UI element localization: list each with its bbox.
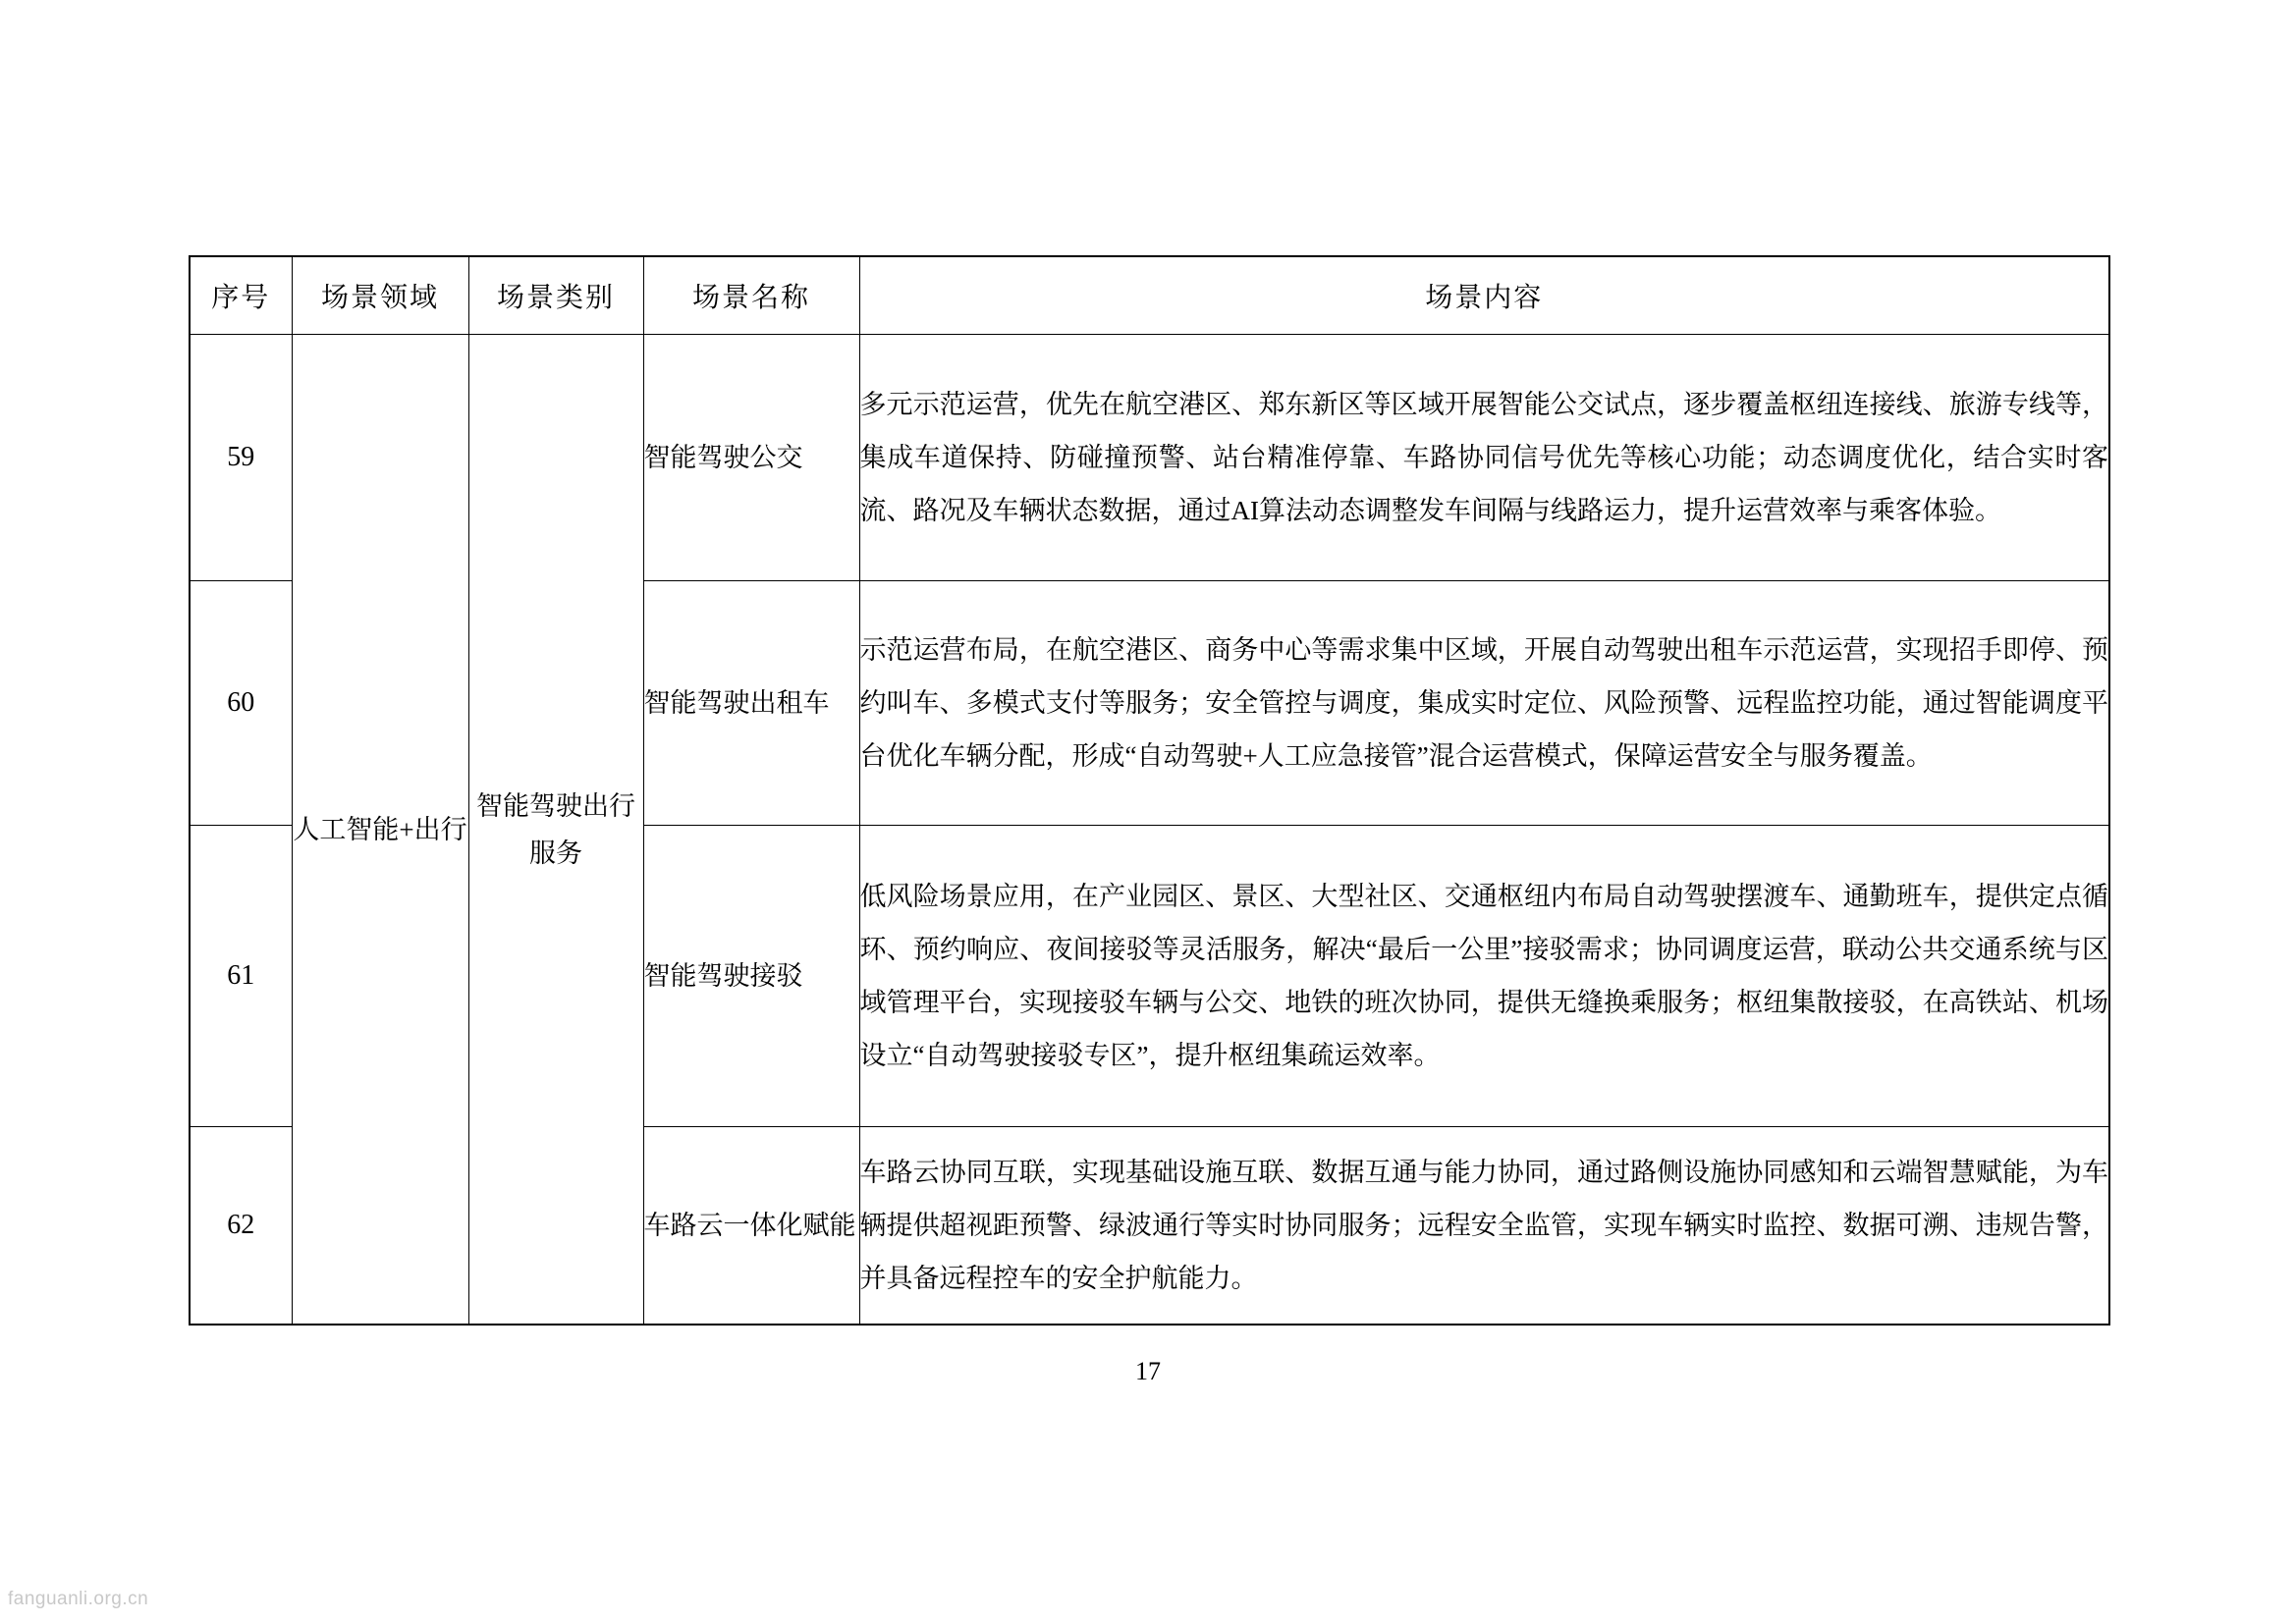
column-header-category: 场景类别 — [468, 256, 643, 335]
scene-name: 智能驾驶接驳 — [643, 826, 859, 1127]
scene-name: 智能驾驶公交 — [643, 335, 859, 581]
table-body — [190, 335, 2109, 1325]
scene-category-cell: 智能驾驶出行服务 — [468, 335, 643, 1325]
column-header-no: 序号 — [190, 256, 292, 335]
column-header-field: 场景领域 — [292, 256, 468, 335]
scene-name: 智能驾驶出租车 — [643, 581, 859, 826]
scene-table — [189, 255, 2110, 1325]
column-header-name: 场景名称 — [643, 256, 859, 335]
row-number: 59 — [190, 335, 292, 581]
row-number: 60 — [190, 581, 292, 826]
row-number: 61 — [190, 826, 292, 1127]
scene-table-container — [189, 255, 2108, 1325]
row-number: 62 — [190, 1127, 292, 1325]
scene-name: 车路云一体化赋能 — [643, 1127, 859, 1325]
watermark: fanguanli.org.cn — [8, 1589, 149, 1609]
scene-content: 低风险场景应用，在产业园区、景区、大型社区、交通枢纽内布局自动驾驶摆渡车、通勤班车，提供定点循环、预约响应、夜间接驳等灵活服务，解决“最后一公里”接驳需求；协同调度运营，联动公共交通系统与区域管理平台，实现接驳车辆与公交、地铁的班次协同，提供无缝换乘服务；枢纽集散接驳，在高铁站、机场设立“自动驾驶接驳专区”，提升枢纽集疏运效率。 — [859, 826, 2109, 1127]
table-header — [190, 256, 2109, 335]
scene-field-cell: 人工智能+出行 — [292, 335, 468, 1325]
table-row — [190, 335, 2109, 581]
scene-content: 示范运营布局，在航空港区、商务中心等需求集中区域，开展自动驾驶出租车示范运营，实现招手即停、预约叫车、多模式支付等服务；安全管控与调度，集成实时定位、风险预警、远程监控功能，通过智能调度平台优化车辆分配，形成“自动驾驶+人工应急接管”混合运营模式，保障运营安全与服务覆盖。 — [859, 581, 2109, 826]
page-number: 17 — [1135, 1357, 1161, 1385]
table-header-row — [190, 256, 2109, 335]
scene-content: 多元示范运营，优先在航空港区、郑东新区等区域开展智能公交试点，逐步覆盖枢纽连接线、旅游专线等，集成车道保持、防碰撞预警、站台精准停靠、车路协同信号优先等核心功能；动态调度优化，结合实时客流、路况及车辆状态数据，通过AI算法动态调整发车间隔与线路运力，提升运营效率与乘客体验。 — [859, 335, 2109, 581]
scene-content: 车路云协同互联，实现基础设施互联、数据互通与能力协同，通过路侧设施协同感知和云端智慧赋能，为车辆提供超视距预警、绿波通行等实时协同服务；远程安全监管，实现车辆实时监控、数据可溯、违规告警，并具备远程控车的安全护航能力。 — [859, 1127, 2109, 1325]
column-header-content: 场景内容 — [859, 256, 2109, 335]
